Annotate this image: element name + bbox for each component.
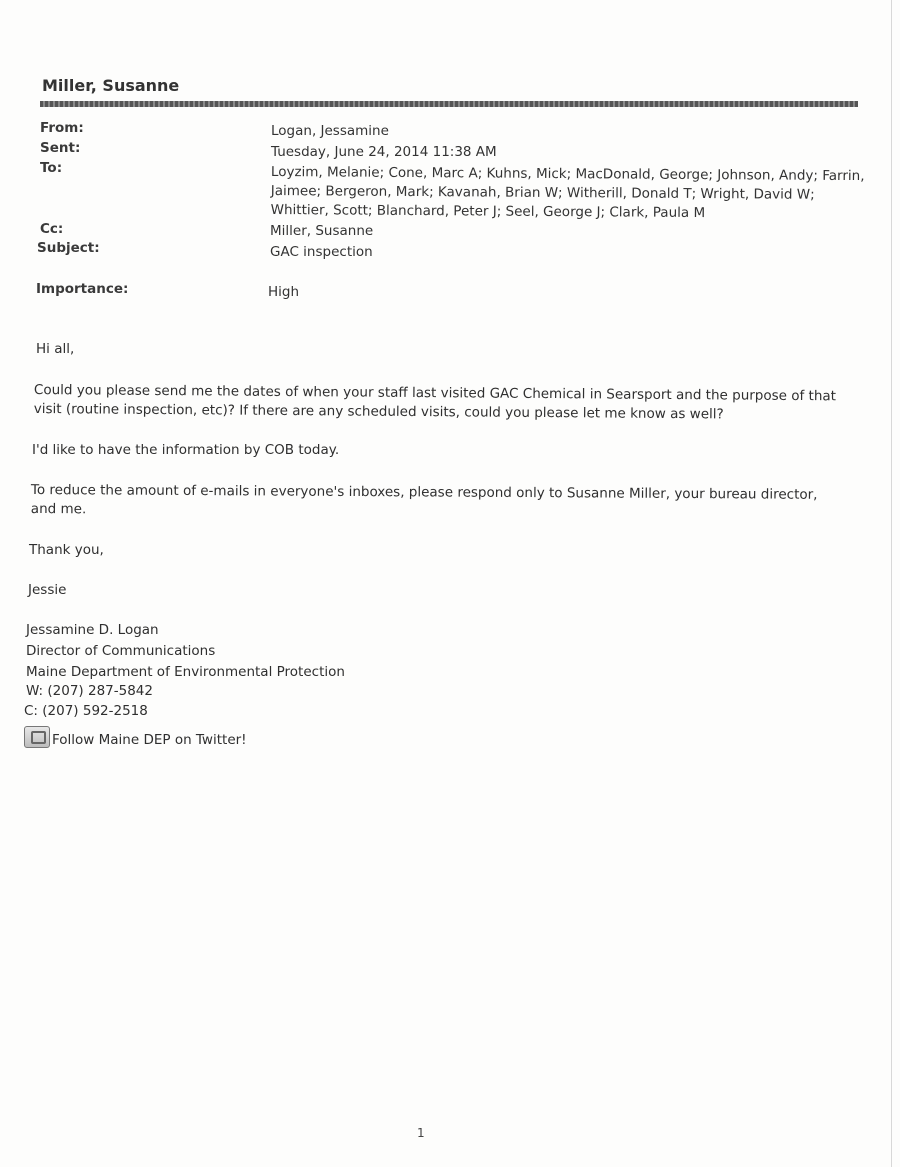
cc-label: Cc: — [40, 221, 64, 237]
signature-title: Director of Communications — [26, 643, 216, 659]
deadline-paragraph: I'd like to have the information by COB today. — [32, 442, 340, 458]
subject-value: GAC inspection — [270, 244, 373, 260]
signature-work-phone: W: (207) 287-5842 — [26, 683, 153, 699]
twitter-follow-text: Follow Maine DEP on Twitter! — [52, 732, 247, 748]
to-line: Whittier, Scott; Blanchard, Peter J; Seel, George J; Clark, Paula M — [270, 201, 706, 222]
subject-label: Subject: — [37, 240, 100, 256]
paragraph-line: and me. — [30, 500, 87, 518]
to-line: Loyzim, Melanie; Cone, Marc A; Kuhns, Mick; MacDonald, George; Johnson, Andy; Farrin, — [270, 163, 865, 185]
sent-value: Tuesday, June 24, 2014 11:38 AM — [271, 144, 497, 160]
mailbox-owner-name: Miller, Susanne — [42, 76, 180, 95]
sign-off: Jessie — [28, 582, 67, 598]
header-divider — [40, 101, 858, 107]
to-recipients — [271, 163, 865, 224]
signature-cell-phone: C: (207) 592-2518 — [24, 703, 148, 719]
closing: Thank you, — [29, 542, 104, 558]
paragraph-line: To reduce the amount of e-mails in everyone's inboxes, please respond only to Susanne Miller, your bureau director, — [30, 481, 818, 503]
request-paragraph — [34, 381, 836, 425]
cc-value: Miller, Susanne — [270, 223, 374, 239]
from-value: Logan, Jessamine — [271, 123, 389, 139]
page-edge — [891, 0, 892, 1167]
paragraph-line: Could you please send me the dates of when your staff last visited GAC Chemical in Searsport and the purpose of that — [33, 381, 837, 405]
twitter-follow-line — [24, 726, 247, 748]
twitter-icon — [24, 726, 50, 748]
signature-name: Jessamine D. Logan — [26, 622, 159, 638]
to-label: To: — [40, 160, 63, 176]
sent-label: Sent: — [40, 140, 81, 156]
reply-instructions-paragraph — [31, 481, 818, 524]
signature-organization: Maine Department of Environmental Protection — [26, 664, 345, 680]
greeting: Hi all, — [36, 341, 75, 357]
importance-label: Importance: — [36, 281, 129, 297]
to-line: Jaimee; Bergeron, Mark; Kavanah, Brian W; Witherill, Donald T; Wright, David W; — [270, 182, 815, 203]
from-label: From: — [40, 120, 84, 136]
page-number: 1 — [417, 1126, 425, 1140]
importance-value: High — [268, 284, 300, 300]
paragraph-line: visit (routine inspection, etc)? If there are any scheduled visits, could you please let me know as well? — [33, 400, 724, 423]
